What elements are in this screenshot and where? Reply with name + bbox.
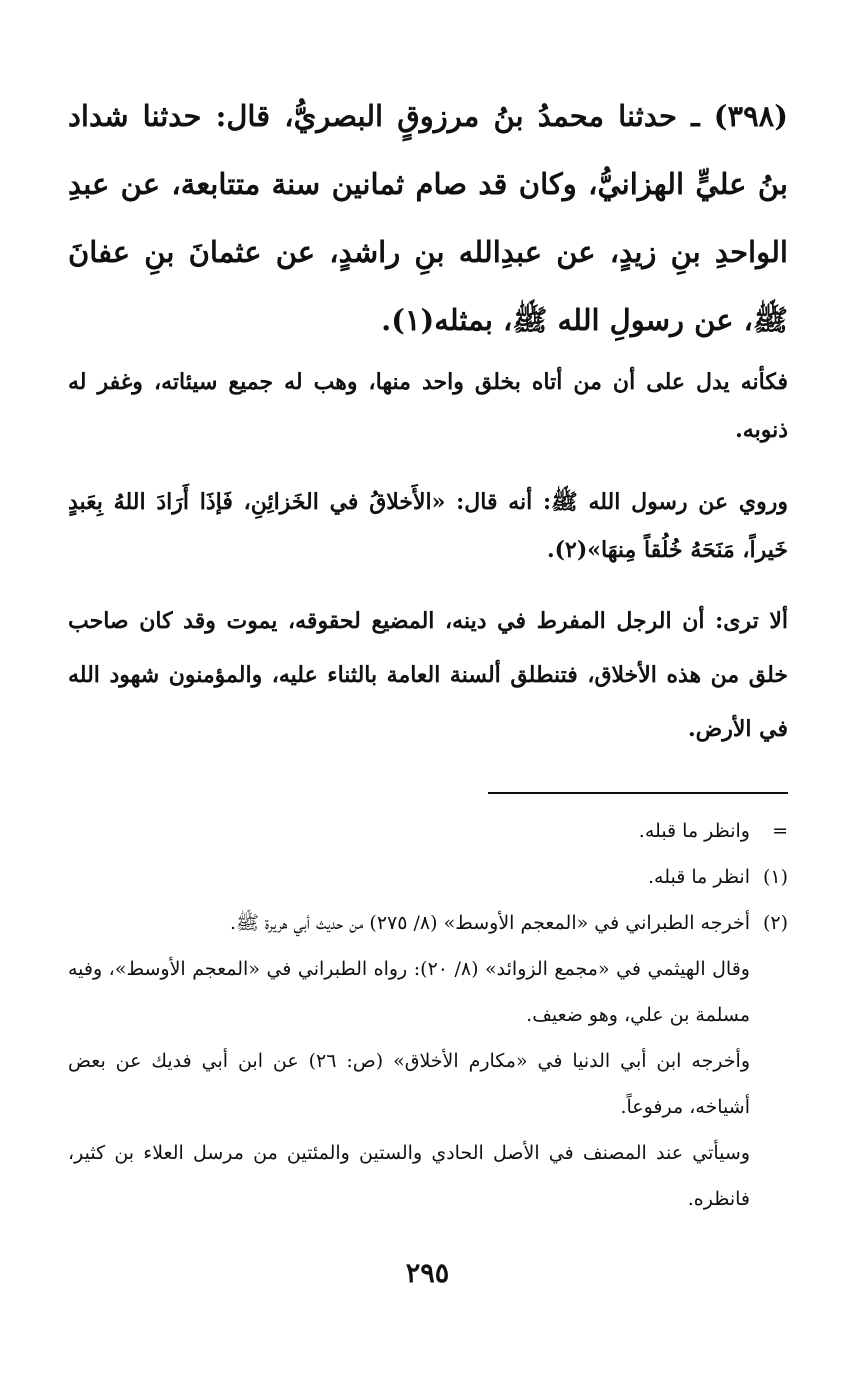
commentary-paragraph-3: ألا ترى: أن الرجل المفرط في دينه، المضيع لحقوقه، يموت وقد كان صاحب خلق من هذه الأخلاق، فتنطلق ألسنة العامة بالثناء عليه، والمؤمنون شهود الله في الأرض. — [68, 608, 788, 742]
page-number: ٢٩٥ — [405, 1258, 450, 1289]
footnotes-section — [68, 808, 788, 1222]
commentary-paragraph-2: وروي عن رسول الله ﷺ: أنه قال: «الأَخلاقُ في الخَزائِنِ، فَإذَا أَرَادَ اللهُ بِعَبدٍ خَيراً، مَنَحَهُ خُلُقاً مِنهَا»(٢). — [68, 489, 788, 563]
footnote-2-continuation-3: وسيأتي عند المصنف في الأصل الحادي والستين والمئتين من مرسل العلاء بن كثير، فانظره. — [68, 1142, 750, 1210]
hadith-text: (٣٩٨) ـ حدثنا محمدُ بنُ مرزوقٍ البصريُّ، قال: حدثنا شداد بنُ عليٍّ الهزانيُّ، وكان قد صام ثمانين سنة متتابعة، عن عبدِ الواحدِ بنِ زيدٍ، عن عبدِالله بنِ راشدٍ، عن عثمانَ بنِ عفانَ ﷺ، عن رسولِ الله ﷺ، بمثله(١). — [68, 99, 788, 337]
footnote-mark: = — [772, 820, 788, 842]
footnote-2 — [68, 900, 788, 946]
footnote-2-continuation-2: وأخرجه ابن أبي الدنيا في «مكارم الأخلاق» (ص: ٢٦) عن ابن أبي فديك عن بعض أشياخه، مرفوعاً. — [68, 1050, 750, 1118]
footnote-continued — [68, 808, 788, 854]
footnote-2-continuation-1: وقال الهيثمي في «مجمع الزوائد» (٨/ ٢٠): رواه الطبراني في «المعجم الأوسط»، وفيه مسلمة بن علي، وهو ضعيف. — [68, 958, 750, 1026]
footnote-text: وانظر ما قبله. — [638, 820, 750, 842]
footnote-mark: (٢) — [762, 912, 788, 934]
footnote-1 — [68, 854, 788, 900]
footnote-divider — [488, 792, 788, 794]
footnote-text: انظر ما قبله. — [647, 866, 750, 888]
commentary-paragraph-1: فكأنه يدل على أن من أتاه بخلق واحد منها، وهب له جميع سيئاته، وغفر له ذنوبه. — [68, 369, 788, 443]
footnote-text: أخرجه الطبراني في «المعجم الأوسط» (٨/ ٢٧٥) من حديث أبي هريرة ﷺ. — [229, 912, 750, 934]
footnote-mark: (١) — [762, 866, 788, 888]
